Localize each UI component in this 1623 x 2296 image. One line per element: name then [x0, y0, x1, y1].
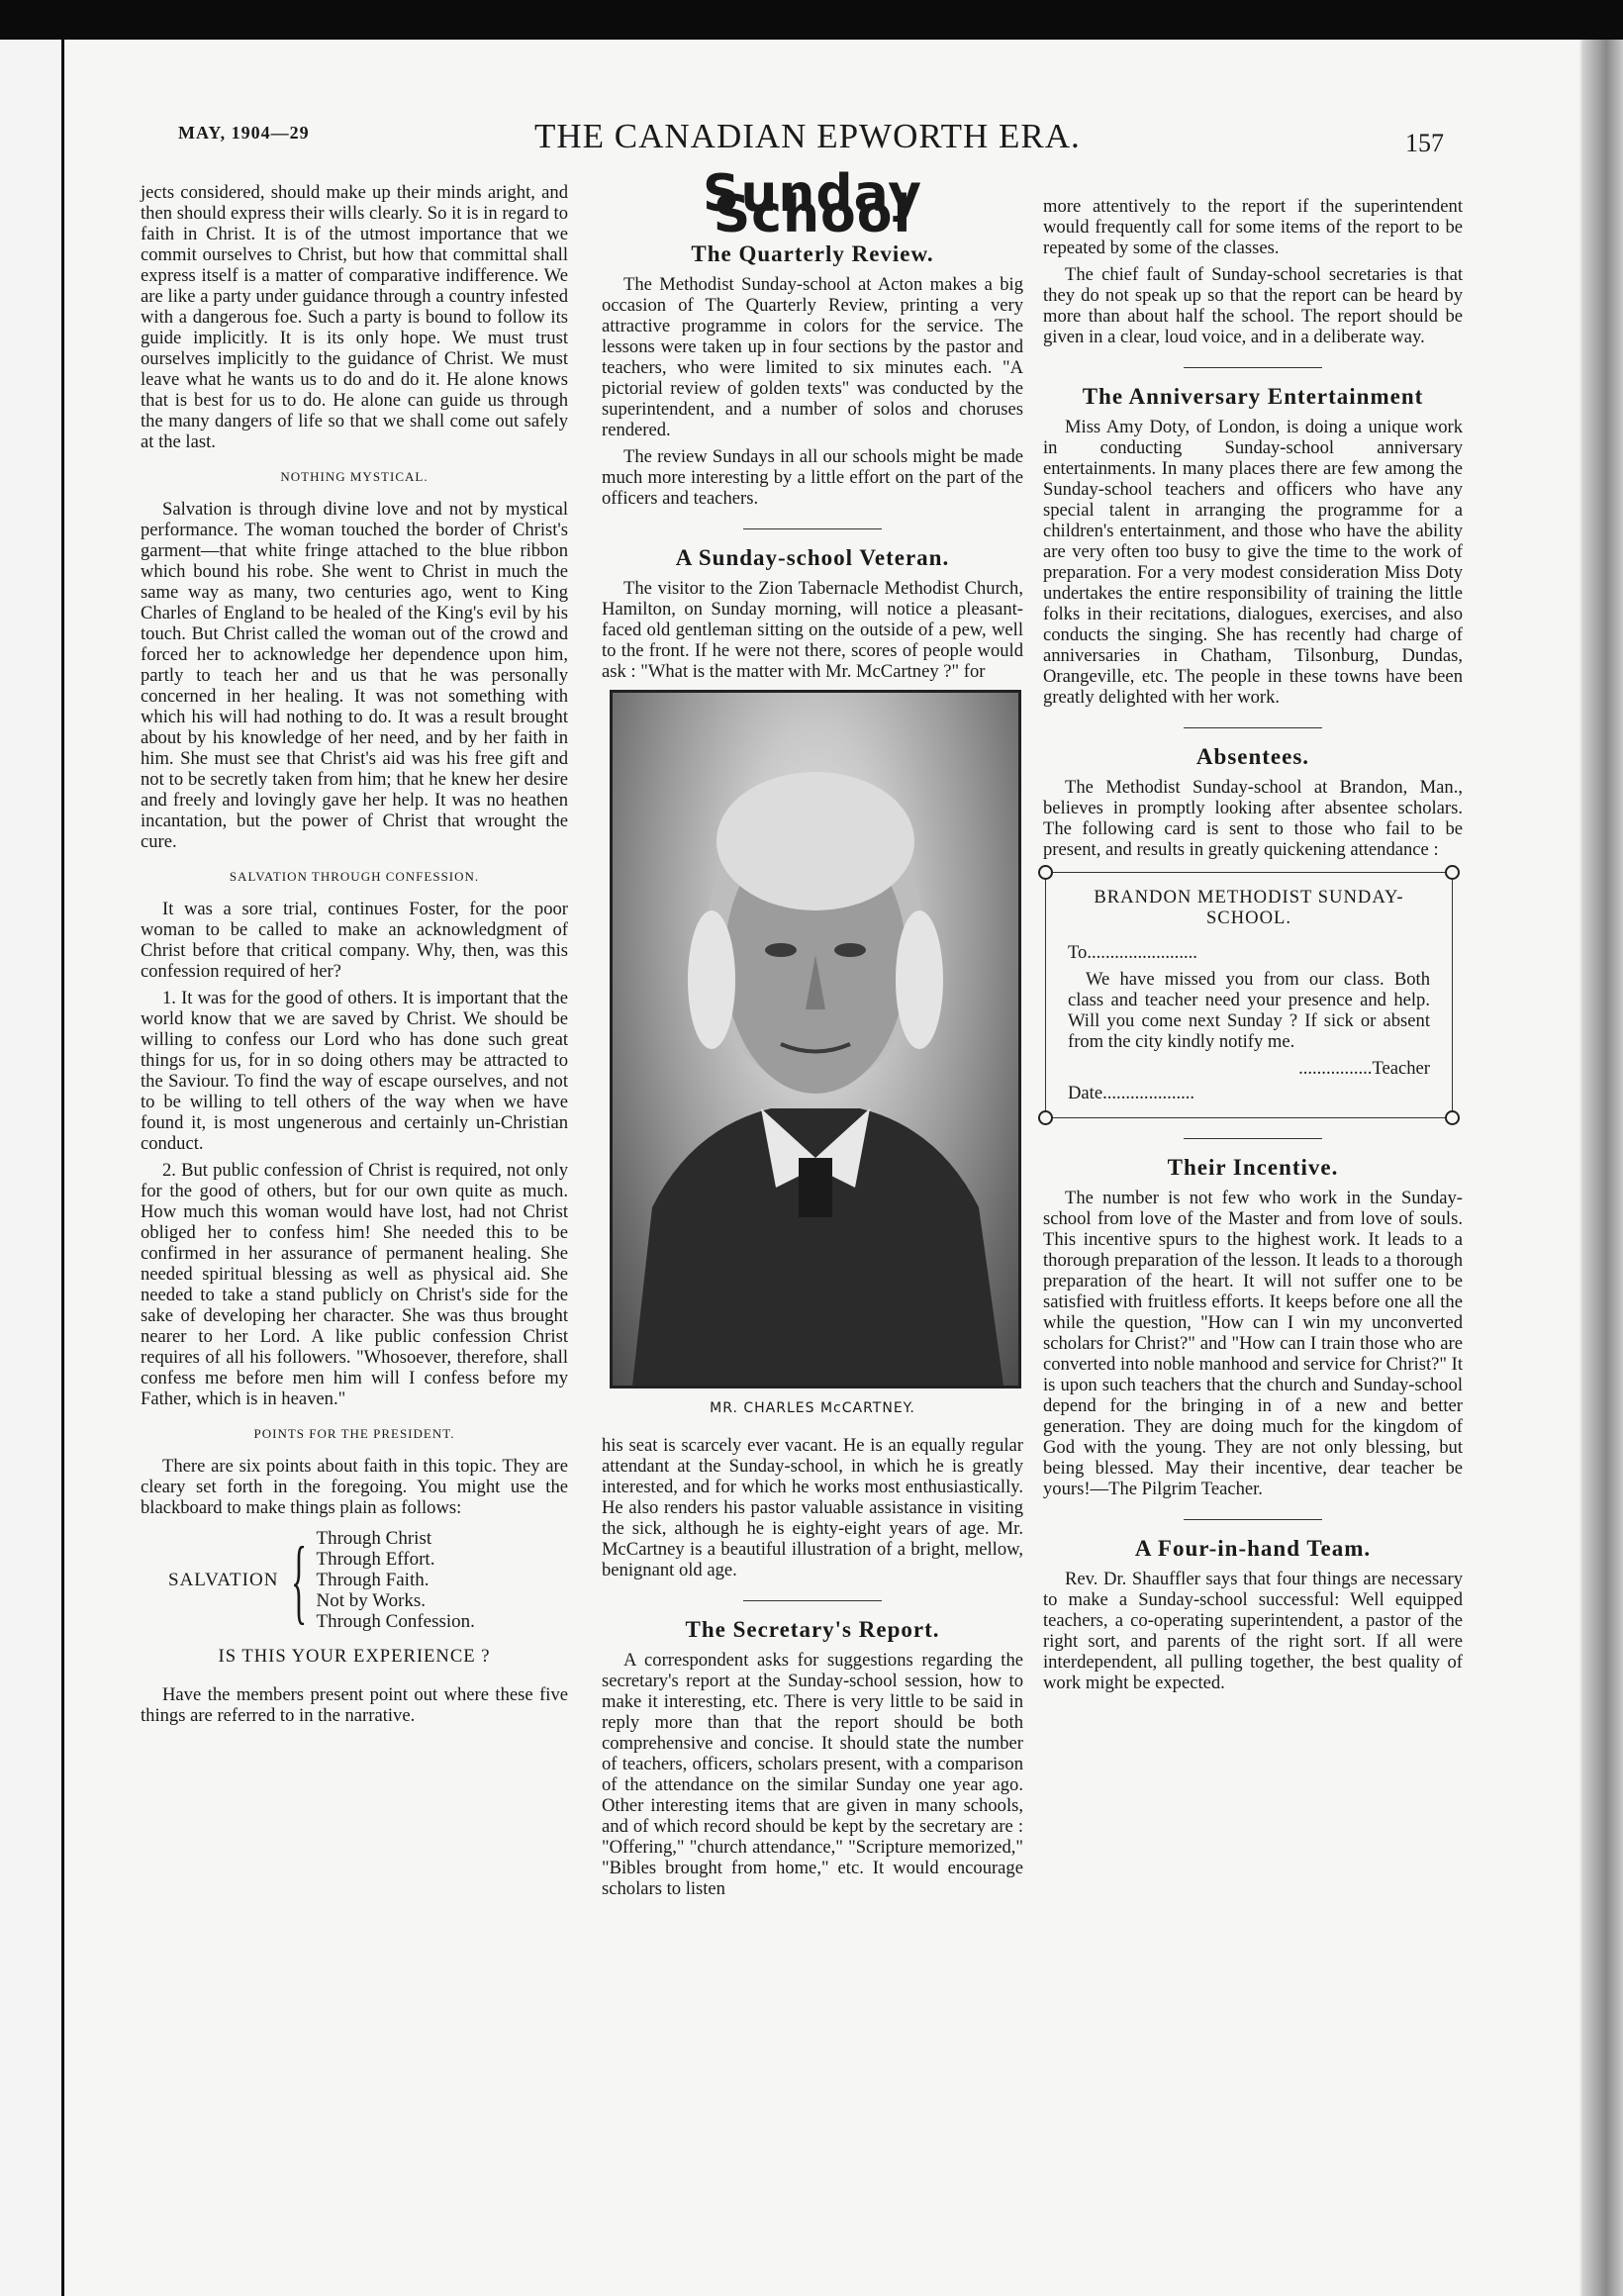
salvation-item: Not by Works. [316, 1590, 427, 1611]
divider [1184, 1138, 1322, 1139]
page-number: 157 [1405, 129, 1444, 157]
masthead-title: THE CANADIAN EPWORTH ERA. [534, 117, 1081, 155]
card-date-line: Date.................... [1068, 1083, 1195, 1103]
column-right [1043, 196, 1463, 1699]
divider [1184, 1519, 1322, 1520]
divider [1184, 727, 1322, 728]
article-heading: Their Incentive. [1167, 1155, 1339, 1180]
question-heading: IS THIS YOUR EXPERIENCE ? [218, 1646, 491, 1667]
salvation-label: SALVATION [168, 1570, 279, 1590]
salvation-item: Through Effort. [316, 1549, 435, 1570]
column-left [141, 182, 568, 1732]
article-heading: The Anniversary Entertainment [1082, 384, 1424, 409]
absentee-card [1045, 872, 1453, 1118]
salvation-item: Through Christ [316, 1528, 432, 1549]
book-spine [1581, 40, 1623, 2296]
scan-top-border [0, 0, 1623, 40]
salvation-list [317, 1528, 475, 1632]
paragraph: Salvation is through divine love and not by mystical performance. The woman touched the border of Christ's garment—that white fringe attached to the blue ribbon which bound his robe. She went to Christ in much the same way as many, two centuries ago, went to King Charles of England to be healed of the King's evil by his touch. But Christ called the woman out of the crowd and forced her to acknowledge her dependence upon him, partly to teach her and us that he was personally concerned in her healing. It was not something with which his will had nothing to do. It was a result brought about by his knowledge of her need, and by her faith in him. She must see that Christ's aid was his free gift and not to be secretly taken from him; that he knew her desire and freely and lovingly gave her help. It was no heathen incantation, but the power of Christ that wrought the cure. [141, 499, 568, 852]
corner-ornament [1445, 1110, 1460, 1125]
subheading: NOTHING MYSTICAL. [280, 469, 429, 484]
paragraph: his seat is scarcely ever vacant. He is an equally regular attendant at the Sunday-school, in which he is greatly interested, and for which he works most enthusiastically. He also renders his pastor valuable assistance in visiting the sick, although he is eighty-eight years of age. Mr. McCartney is a beautiful illustration of a bright, mellow, benignant old age. [602, 1435, 1023, 1580]
paragraph: The Methodist Sunday-school at Brandon, Man., believes in promptly looking after absentee scholars. The following card is sent to those who fail to be present, and results in greatly quickening attendance : [1043, 777, 1463, 860]
paragraph: The number is not few who work in the Sunday-school from love of the Master and from love of souls. This incentive spurs to the highest work. It leads to a thorough preparation of the lesson. It leads to a thorough preparation of the heart. It will not suffer one to be satisfied with fruitless efforts. It keeps before one all the while the question, "How can I win my unconverted scholars for Christ?" and "How can I train those who are converted into noble manhood and service for Christ?" It is upon such teachers that the church and Sunday-school depend for the bringing in of a new and better generation. They are doing much for the kingdom of God with the young. They are not only blessing, but being blessed. May their incentive, dear teacher be yours!—The Pilgrim Teacher. [1043, 1188, 1463, 1499]
portrait-illustration [613, 693, 1018, 1386]
portrait-photo [610, 690, 1021, 1388]
column-middle [602, 164, 1023, 1905]
corner-ornament [1038, 865, 1053, 880]
card-body: We have missed you from our class. Both class and teacher need your presence and help. Will you come next Sunday ? If sick or absent from the city kindly notify me. [1068, 969, 1430, 1052]
paragraph: Have the members present point out where these five things are referred to in the narrative. [141, 1684, 568, 1726]
corner-ornament [1445, 865, 1460, 880]
paragraph: The visitor to the Zion Tabernacle Methodist Church, Hamilton, on Sunday morning, will notice a pleasant-faced old gentleman sitting on the outside of a pew, well to the front. If he were not there, scores of people would ask : "What is the matter with Mr. McCartney ?" for [602, 578, 1023, 682]
section-title: Sunday School [702, 164, 923, 244]
article-heading: The Secretary's Report. [685, 1617, 940, 1642]
card-title: BRANDON METHODIST SUNDAY-SCHOOL. [1094, 887, 1404, 928]
paragraph: Rev. Dr. Shauffler says that four things are necessary to make a Sunday-school successful: Well equipped teachers, a co-operating superintendent, a pastor of the right sort, and parents of the right sort. If all were interdependent, all pulling together, the best quality of work might be expected. [1043, 1569, 1463, 1693]
article-heading: A Sunday-school Veteran. [675, 545, 950, 570]
paragraph: Miss Amy Doty, of London, is doing a unique work in conducting Sunday-school anniversary entertainments. In many places there are few among the Sunday-school teachers and officers who have any special talent in arranging the programme for a children's entertainment, and those who have the ability are very often too busy to give the time to the work of preparation. For a very modest consideration Miss Doty undertakes the entire responsibility of training the little folks in their recitations, dialogues, exercises, and also conducts the singing. She has recently had charge of anniversaries in Chatham, Tilsonburg, Dundas, Orangeville, etc. The people in these towns have been greatly delighted with her work. [1043, 417, 1463, 708]
paragraph: A correspondent asks for suggestions regarding the secretary's report at the Sunday-school session, how to make it interesting, etc. There is very little to be said in reply more than that the report should be both comprehensive and concise. It should state the number of teachers, officers, scholars present, with a comparison of the attendance on the similar Sunday one year ago. Other interesting items that are given in many schools, and of which record should be kept by the secretary are : "Offering," "church attendance," "Scripture memorized," "Bibles brought from home," etc. It would encourage scholars to listen [602, 1650, 1023, 1899]
article-heading: A Four-in-hand Team. [1134, 1536, 1372, 1561]
subheading: SALVATION THROUGH CONFESSION. [229, 869, 480, 884]
scan-left-margin [0, 40, 64, 2296]
article-heading: The Quarterly Review. [691, 241, 934, 266]
paragraph: 2. But public confession of Christ is required, not only for the good of others, but for our own quite as much. How much this woman would have lost, had not Christ obliged her to confess him! She needed this to be confirmed in her assurance of permanent healing. She needed spiritual blessing as well as physical aid. She needed to take a stand publicly on Christ's side for the sake of developing her character. She was thus brought nearer to her Lord. A like public confession Christ requires of all his followers. "Whosoever, therefore, shall confess me before men him will I confess before my Father, which is in heaven." [141, 1160, 568, 1409]
card-to-line: To........................ [1068, 942, 1197, 963]
paragraph: more attentively to the report if the superintendent would frequently call for some items of the report to be repeated by some of the classes. [1043, 196, 1463, 258]
divider [743, 528, 882, 529]
paragraph: The Methodist Sunday-school at Acton makes a big occasion of The Quarterly Review, printing a very attractive programme in colors for the service. The lessons were taken up in four sections by the pastor and teachers, who were limited to six minutes each. "A pictorial review of golden texts" was conducted by the superintendent, and a number of solos and choruses rendered. [602, 274, 1023, 440]
brace-glyph: { [291, 1526, 308, 1633]
paragraph: There are six points about faith in this topic. They are cleary set forth in the foregoing. You might use the blackboard to make things plain as follows: [141, 1456, 568, 1518]
paragraph: The chief fault of Sunday-school secretaries is that they do not speak up so that the report can be heard by more than about half the school. The report should be given in a clear, loud voice, and in a deliberate way. [1043, 264, 1463, 347]
salvation-item: Through Faith. [316, 1570, 430, 1590]
paragraph: It was a sore trial, continues Foster, for the poor woman to be called to make an acknowledgment of Christ before that critical company. Why, then, was this confession required of her? [141, 899, 568, 982]
salvation-diagram [168, 1528, 568, 1632]
divider [1184, 367, 1322, 368]
issue-date: MAY, 1904—29 [178, 123, 310, 143]
article-heading: Absentees. [1195, 744, 1310, 769]
paragraph: The review Sundays in all our schools might be made much more interesting by a little effort on the part of the officers and teachers. [602, 446, 1023, 509]
paragraph: jects considered, should make up their minds aright, and then should express their wills clearly. So it is in regard to faith in Christ. It is of the utmost importance that we commit ourselves to Christ, but how that committal shall express itself is a matter of comparative indifference. We are like a party under guidance through a country infested with a dangerous foe. Such a party is bound to follow its guide implicitly. It is its only hope. We must trust ourselves implicitly to the guidance of Christ. We must leave what he wants us to do and do it. He alone knows that is best for us to do. He alone can guide us through the many dangers of life so that we shall come out safely at the last. [141, 182, 568, 452]
salvation-item: Through Confession. [316, 1611, 475, 1632]
corner-ornament [1038, 1110, 1053, 1125]
photo-caption: MR. CHARLES McCARTNEY. [710, 1400, 915, 1416]
divider [743, 1600, 882, 1601]
subheading: POINTS FOR THE PRESIDENT. [253, 1426, 455, 1441]
paragraph: 1. It was for the good of others. It is important that the world know that we are saved by Christ. We should be willing to confess our Lord who has done such great things for us, for in so doing others may be attracted to the Saviour. To find the way of escape ourselves, and not to be willing to tell others of the way when we have found it, is most ungenerous and certainly un-Christian conduct. [141, 988, 568, 1154]
card-teacher-line: ................Teacher [1298, 1058, 1430, 1079]
